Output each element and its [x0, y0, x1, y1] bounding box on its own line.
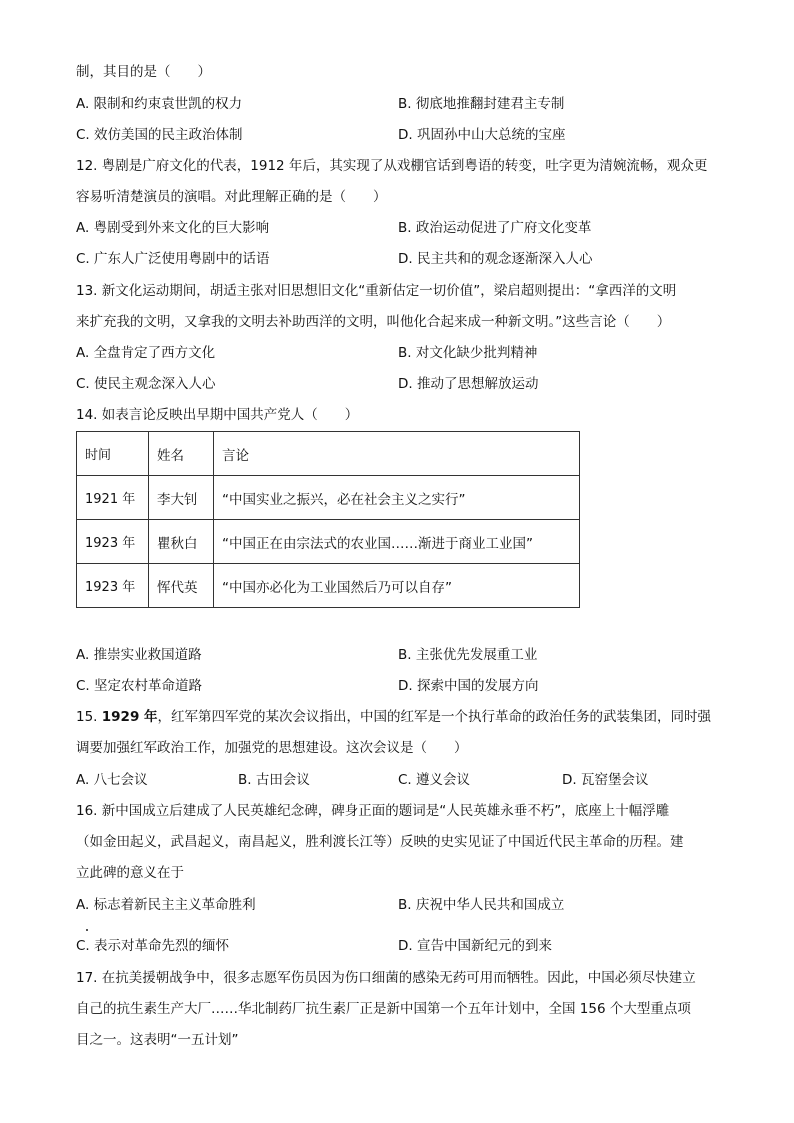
q12-option-c[interactable]: C. 广东人广泛使用粤剧中的话语 [76, 251, 270, 267]
table-row [77, 564, 580, 608]
stray-dot [86, 929, 88, 931]
q16-option-b[interactable]: B. 庆祝中华人民共和国成立 [398, 897, 565, 913]
q13-option-c[interactable]: C. 使民主观念深入人心 [76, 376, 216, 392]
header-quote: 言论 [214, 432, 580, 476]
q17-stem-line3: 目之一。这表明“一五计划” [76, 1032, 239, 1048]
q14-option-b[interactable]: B. 主张优先发展重工业 [398, 647, 538, 663]
cell-quote: “中国实业之振兴，必在社会主义之实行” [214, 476, 580, 520]
table-header-row [77, 432, 580, 476]
header-name: 姓名 [149, 432, 214, 476]
cell-time: 1923 年 [77, 520, 149, 564]
q17-stem-line2: 自己的抗生素生产大厂……华北制药厂抗生素厂正是新中国第一个五年计划中，全国 156 个大型重点项 [76, 1001, 691, 1017]
q15-option-c[interactable]: C. 遵义会议 [398, 772, 471, 788]
q12-stem-line2: 容易听清楚演员的演唱。对此理解正确的是（ ） [76, 189, 387, 205]
q12-stem-line1: 12. 粤剧是广府文化的代表，1912 年后，其实现了从戏棚官话到粤语的转变，吐字更为清婉流畅，观众更 [76, 158, 708, 174]
q11-stem-tail: 制，其目的是（ ） [76, 64, 211, 80]
q15-option-b[interactable]: B. 古田会议 [238, 772, 310, 788]
q14-option-d[interactable]: D. 探索中国的发展方向 [398, 678, 539, 694]
q16-option-a[interactable]: A. 标志着新民主主义革命胜利 [76, 897, 256, 913]
q11-option-b[interactable]: B. 彻底地推翻封建君主专制 [398, 96, 565, 112]
q11-option-a[interactable]: A. 限制和约束袁世凯的权力 [76, 96, 243, 112]
cell-quote: “中国亦必化为工业国然后乃可以自存” [214, 564, 580, 608]
q13-option-b[interactable]: B. 对文化缺少批判精神 [398, 345, 538, 361]
q14-stem: 14. 如表言论反映出早期中国共产党人（ ） [76, 407, 359, 423]
q15-number: 15. [76, 709, 102, 725]
table-row [77, 520, 580, 564]
q14-option-a[interactable]: A. 推崇实业救国道路 [76, 647, 202, 663]
cell-name: 李大钊 [149, 476, 214, 520]
q13-option-d[interactable]: D. 推动了思想解放运动 [398, 376, 539, 392]
q16-stem-line1: 16. 新中国成立后建成了人民英雄纪念碑，碑身正面的题词是“人民英雄永垂不朽”，底座上十幅浮雕 [76, 803, 670, 819]
q13-stem-line2: 来扩充我的文明，又拿我的文明去补助西洋的文明，叫他化合起来成一种新文明。”这些言论（ ） [76, 314, 671, 330]
q11-option-d[interactable]: D. 巩固孙中山大总统的宝座 [398, 127, 566, 143]
q11-option-c[interactable]: C. 效仿美国的民主政治体制 [76, 127, 243, 143]
header-time: 时间 [77, 432, 149, 476]
q14-quote-table [76, 431, 580, 608]
q15-year: 1929 年 [101, 709, 158, 725]
q13-option-a[interactable]: A. 全盘肯定了西方文化 [76, 345, 216, 361]
cell-name: 恽代英 [149, 564, 214, 608]
cell-quote: “中国正在由宗法式的农业国……渐进于商业工业国” [214, 520, 580, 564]
cell-name: 瞿秋白 [149, 520, 214, 564]
q15-option-a[interactable]: A. 八七会议 [76, 772, 148, 788]
q16-option-d[interactable]: D. 宣告中国新纪元的到来 [398, 938, 552, 954]
cell-time: 1921 年 [77, 476, 149, 520]
q16-stem-line2: （如金田起义，武昌起义，南昌起义，胜利渡长江等）反映的史实见证了中国近代民主革命的历程。建 [76, 834, 684, 850]
cell-time: 1923 年 [77, 564, 149, 608]
q12-option-a[interactable]: A. 粤剧受到外来文化的巨大影响 [76, 220, 270, 236]
q13-stem-line1: 13. 新文化运动期间，胡适主张对旧思想旧文化“重新估定一切价值”，梁启超则提出：“拿西洋的文明 [76, 283, 677, 299]
q12-option-d[interactable]: D. 民主共和的观念逐渐深入人心 [398, 251, 593, 267]
q16-option-c[interactable]: C. 表示对革命先烈的缅怀 [76, 938, 230, 954]
q17-stem-line1: 17. 在抗美援朝战争中，很多志愿军伤员因为伤口细菌的感染无药可用而牺牲。因此，中国必须尽快建立 [76, 970, 696, 986]
q15-stem-line2: 调要加强红军政治工作，加强党的思想建设。这次会议是（ ） [76, 740, 468, 756]
q15-stem-line1 [76, 707, 711, 727]
table-row [77, 476, 580, 520]
q15-stem-text: ，红军第四军党的某次会议指出，中国的红军是一个执行革命的政治任务的武装集团，同时强 [157, 709, 712, 725]
q16-stem-line3: 立此碑的意义在于 [76, 865, 184, 881]
q14-option-c[interactable]: C. 坚定农村革命道路 [76, 678, 203, 694]
q15-option-d[interactable]: D. 瓦窑堡会议 [562, 772, 649, 788]
q12-option-b[interactable]: B. 政治运动促进了广府文化变革 [398, 220, 592, 236]
